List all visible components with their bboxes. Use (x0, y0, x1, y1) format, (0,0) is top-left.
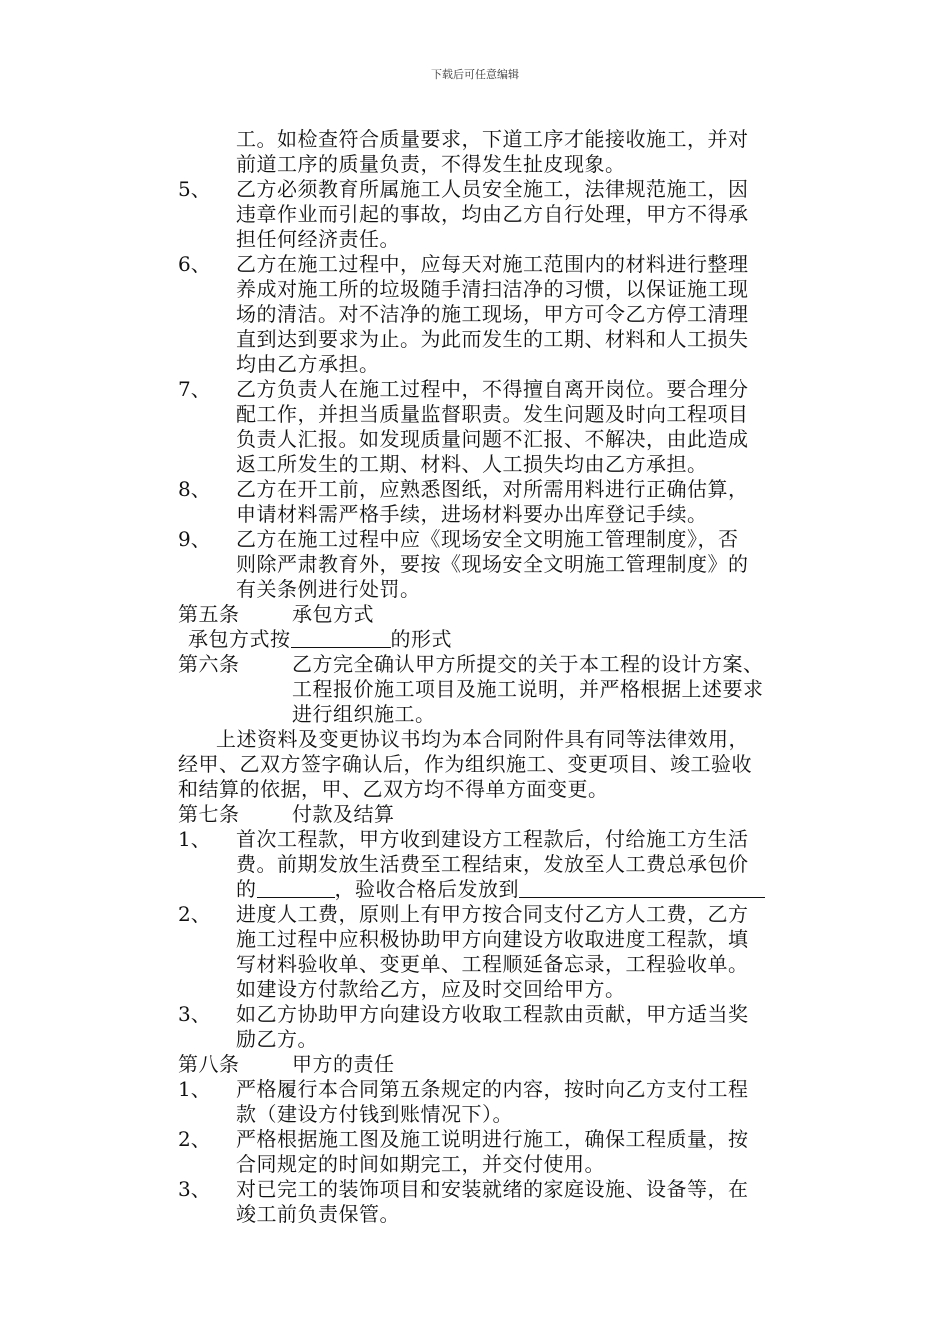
text-line: 返工所发生的工期、材料、人工损失均由乙方承担。 (236, 452, 708, 476)
article-label: 第五条 (178, 602, 240, 626)
text-line: 如乙方协助甲方向建设方收取工程款由贡献，甲方适当奖 (236, 1002, 749, 1026)
fill-in-blank (519, 879, 765, 898)
item-number: 5、 (178, 177, 211, 201)
article-label: 第六条 (178, 652, 240, 676)
text-line: 如建设方付款给乙方，应及时交回给甲方。 (236, 977, 626, 1001)
text-line: 首次工程款，甲方收到建设方工程款后，付给施工方生活 (236, 827, 749, 851)
text-line: 写材料验收单、变更单、工程顺延备忘录，工程验收单。 (236, 952, 749, 976)
text-line: 有关条例进行处罚。 (236, 577, 421, 601)
text-line: 则除严肃教育外，要按《现场安全文明施工管理制度》的 (236, 552, 749, 576)
text-fragment: 承包方式按 (188, 627, 291, 651)
text-line: 乙方必须教育所属施工人员安全施工，法律规范施工，因 (236, 177, 749, 201)
text-line: 进行组织施工。 (292, 702, 436, 726)
text-line: 担任何经济责任。 (236, 227, 400, 251)
text-line: 配工作，并担当质量监督职责。发生问题及时向工程项目 (236, 402, 749, 426)
text-line: 直到达到要求为止。为此而发生的工期、材料和人工损失 (236, 327, 749, 351)
text-line: 和结算的依据，甲、乙双方均不得单方面变更。 (178, 777, 609, 801)
text-line: 申请材料需严格手续，进场材料要办出库登记手续。 (236, 502, 708, 526)
text-line: 严格根据施工图及施工说明进行施工，确保工程质量，按 (236, 1127, 749, 1151)
text-line: 对已完工的装饰项目和安装就绪的家庭设施、设备等，在 (236, 1177, 749, 1201)
text-line: 均由乙方承担。 (236, 352, 380, 376)
item-number: 2、 (178, 902, 211, 926)
item-number: 3、 (178, 1002, 211, 1026)
text-line: 违章作业而引起的事故，均由乙方自行处理，甲方不得承 (236, 202, 749, 226)
text-line: 费。前期发放生活费至工程结束，发放至人工费总承包价 (236, 852, 749, 876)
page-header: 下载后可任意编辑 (431, 68, 519, 81)
article-label: 第八条 (178, 1052, 240, 1076)
text-fragment: 的形式 (390, 627, 452, 651)
text-fragment: 的 (236, 877, 257, 901)
text-line: 励乙方。 (236, 1027, 318, 1051)
text-line: 前道工序的质量负责，不得发生扯皮现象。 (236, 152, 626, 176)
item-number: 7、 (178, 377, 211, 401)
text-line: 场的清洁。对不洁净的施工现场，甲方可令乙方停工清理 (236, 302, 749, 326)
text-line: 上述资料及变更协议书均为本合同附件具有同等法律效用， (216, 727, 749, 751)
article-label: 第七条 (178, 802, 240, 826)
text-line: 乙方在施工过程中，应每天对施工范围内的材料进行整理 (236, 252, 749, 276)
text-line: 工。如检查符合质量要求，下道工序才能接收施工，并对 (236, 127, 749, 151)
article-title: 甲方的责任 (292, 1052, 395, 1076)
payment-line (236, 877, 765, 902)
contract-mode-line (188, 627, 452, 652)
text-line: 乙方在施工过程中应《现场安全文明施工管理制度》，否 (236, 527, 739, 551)
text-line: 乙方在开工前，应熟悉图纸，对所需用料进行正确估算， (236, 477, 749, 501)
item-number: 6、 (178, 252, 211, 276)
item-number: 8、 (178, 477, 211, 501)
text-line: 严格履行本合同第五条规定的内容，按时向乙方支付工程 (236, 1077, 749, 1101)
text-line: 乙方完全确认甲方所提交的关于本工程的设计方案、 (292, 652, 764, 676)
fill-in-blank (291, 629, 391, 648)
item-number: 3、 (178, 1177, 211, 1201)
text-fragment: ，验收合格后发放到 (334, 877, 519, 901)
item-number: 9、 (178, 527, 211, 551)
text-line: 款（建设方付钱到账情况下）。 (236, 1102, 513, 1126)
article-title: 付款及结算 (292, 802, 395, 826)
item-number: 2、 (178, 1127, 211, 1151)
text-line: 竣工前负责保管。 (236, 1202, 400, 1226)
text-line: 工程报价施工项目及施工说明，并严格根据上述要求 (292, 677, 764, 701)
text-line: 合同规定的时间如期完工，并交付使用。 (236, 1152, 605, 1176)
text-line: 负责人汇报。如发现质量问题不汇报、不解决，由此造成 (236, 427, 749, 451)
text-line: 进度人工费，原则上有甲方按合同支付乙方人工费，乙方 (236, 902, 749, 926)
text-line: 经甲、乙双方签字确认后，作为组织施工、变更项目、竣工验收 (178, 752, 752, 776)
text-line: 养成对施工所的垃圾随手清扫洁净的习惯，以保证施工现 (236, 277, 749, 301)
text-line: 乙方负责人在施工过程中，不得擅自离开岗位。要合理分 (236, 377, 749, 401)
item-number: 1、 (178, 827, 211, 851)
text-line: 施工过程中应积极协助甲方向建设方收取进度工程款，填 (236, 927, 749, 951)
item-number: 1、 (178, 1077, 211, 1101)
fill-in-blank (257, 879, 335, 898)
article-title: 承包方式 (292, 602, 374, 626)
